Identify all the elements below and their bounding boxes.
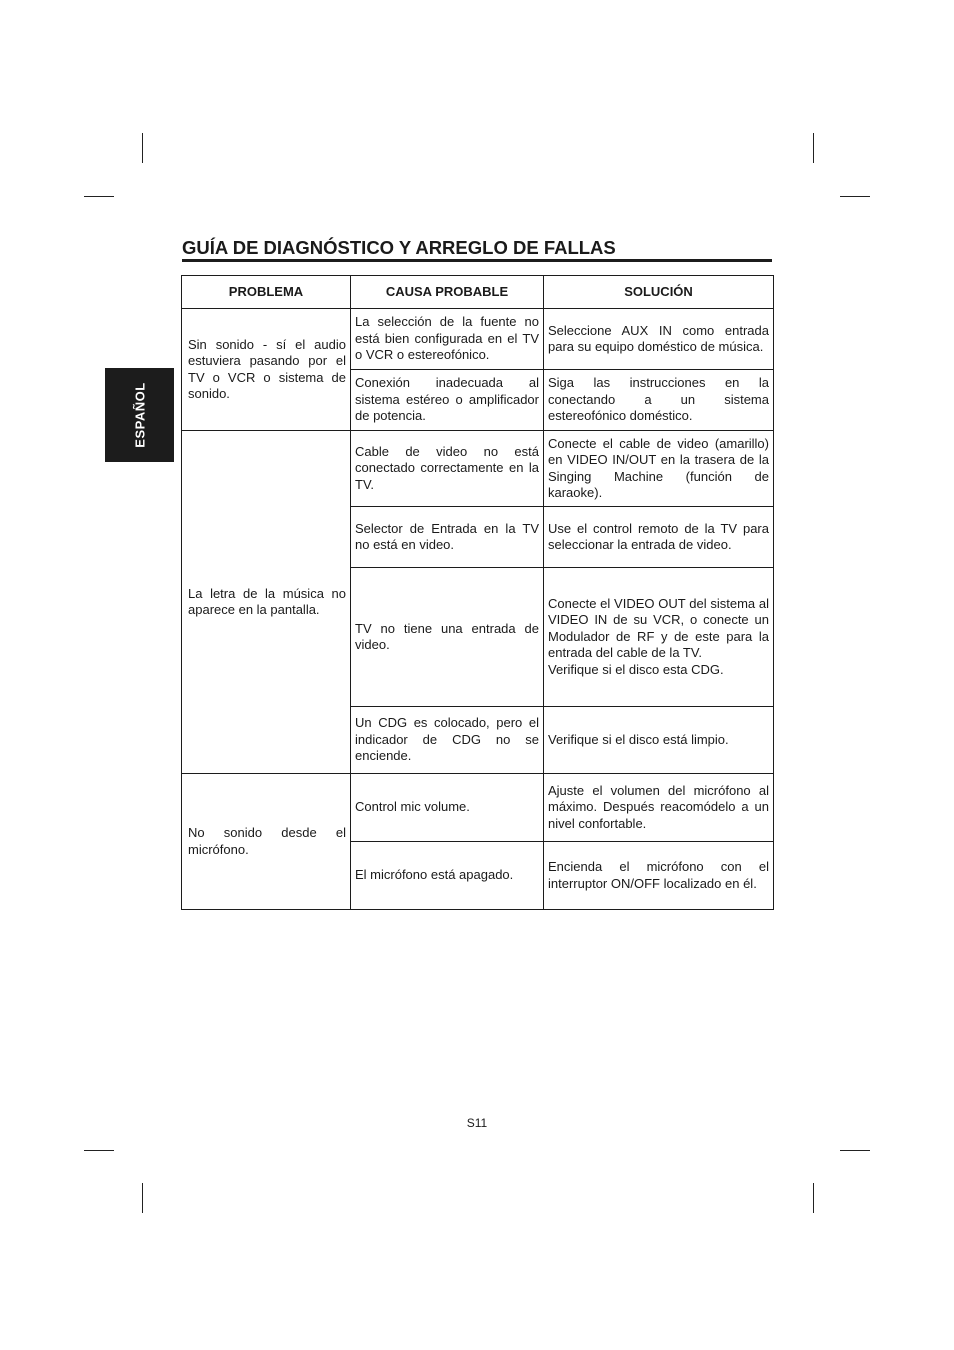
crop-mark: [813, 133, 814, 163]
page-title: GUÍA DE DIAGNÓSTICO Y ARREGLO DE FALLAS: [182, 237, 616, 258]
cause-cell: Conexión inadecuada al sistema estéreo o amplificador de potencia.: [351, 370, 544, 431]
solution-text: Conecte el VIDEO OUT del sistema al VIDEO IN de su VCR, o conecte un Modulador de RF y de este para la entrada del cable de la TV.: [548, 595, 769, 661]
header-solution: SOLUCIÓN: [544, 276, 774, 309]
cause-cell: La selección de la fuente no está bien configurada en el TV o VCR o estereofónico.: [351, 309, 544, 370]
crop-mark: [142, 1183, 143, 1213]
crop-mark: [142, 133, 143, 163]
crop-mark: [813, 1183, 814, 1213]
solution-extra-text: Verifique si el disco esta CDG.: [548, 661, 724, 677]
solution-cell: Verifique si el disco está limpio.: [544, 707, 774, 774]
problem-cell: No sonido desde el micrófono.: [182, 774, 351, 910]
table-row: [182, 774, 774, 842]
language-label: ESPAÑOL: [132, 382, 147, 448]
cause-cell: El micrófono está apagado.: [351, 842, 544, 910]
solution-cell: Use el control remoto de la TV para seleccionar la entrada de video.: [544, 507, 774, 568]
cause-cell: Selector de Entrada en la TV no está en video.: [351, 507, 544, 568]
solution-cell: Seleccione AUX IN como entrada para su equipo doméstico de música.: [544, 309, 774, 370]
header-cause: CAUSA PROBABLE: [351, 276, 544, 309]
troubleshooting-table: [181, 275, 774, 910]
problem-cell: Sin sonido - sí el audio estuviera pasando por el TV o VCR o sistema de sonido.: [182, 309, 351, 431]
solution-cell: [544, 568, 774, 707]
table-row: [182, 309, 774, 370]
cause-cell: Un CDG es colocado, pero el indicador de CDG no se enciende.: [351, 707, 544, 774]
solution-cell: Ajuste el volumen del micrófono al máximo. Después reacomódelo a un nivel confortable.: [544, 774, 774, 842]
cause-cell: TV no tiene una entrada de video.: [351, 568, 544, 707]
solution-cell: Encienda el micrófono con el interruptor ON/OFF localizado en él.: [544, 842, 774, 910]
cause-cell: Cable de video no está conectado correctamente en la TV.: [351, 431, 544, 507]
cause-cell: Control mic volume.: [351, 774, 544, 842]
solution-cell: Siga las instrucciones en la conectando a un sistema estereofónico doméstico.: [544, 370, 774, 431]
table-row: [182, 431, 774, 507]
crop-mark: [84, 1150, 114, 1151]
language-side-tab: [105, 368, 174, 462]
solution-cell: Conecte el cable de video (amarillo) en VIDEO IN/OUT en la trasera de la Singing Machine (función de karaoke).: [544, 431, 774, 507]
crop-mark: [840, 1150, 870, 1151]
header-problem: PROBLEMA: [182, 276, 351, 309]
title-underline: [182, 259, 772, 262]
table-header-row: [182, 276, 774, 309]
page-number: S11: [466, 1116, 488, 1130]
problem-cell: La letra de la música no aparece en la pantalla.: [182, 431, 351, 774]
crop-mark: [84, 196, 114, 197]
crop-mark: [840, 196, 870, 197]
